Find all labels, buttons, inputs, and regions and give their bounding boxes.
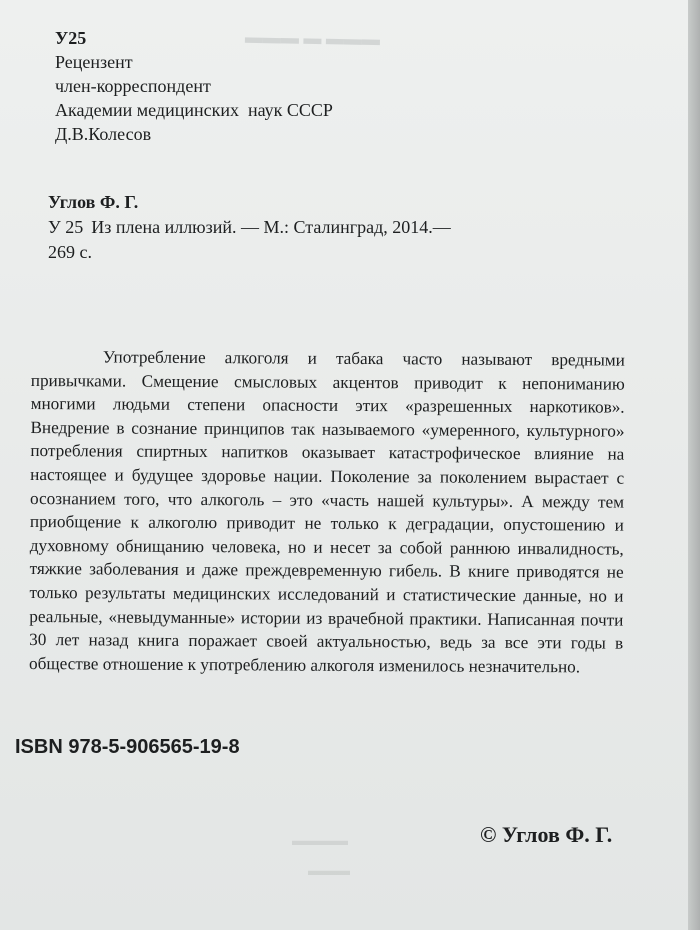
udc-code: У25 bbox=[55, 28, 87, 48]
reviewer-institution: Академии медицинских наук СССР bbox=[55, 100, 333, 120]
isbn: ISBN 978-5-906565-19-8 bbox=[15, 736, 240, 758]
bibliographic-line bbox=[48, 215, 608, 240]
reviewer-name: Д.В.Колесов bbox=[55, 124, 152, 144]
bibliographic-record bbox=[48, 190, 608, 265]
show-through-text: ▬▬▬ bbox=[308, 864, 350, 879]
copyright: © Углов Ф. Г. bbox=[480, 822, 613, 847]
bibliographic-index: У 25 bbox=[48, 217, 84, 237]
book-abstract: Употребление алкоголя и табака часто называют вредными привычками. Смещение смысловых акцентов приводит к непониманию многими людьми степени опасности этих «разрешенных наркотиков». Внедрение в сознание принципов так называемого «умеренного, культурного» потребления спиртных напитков оказывает катастрофическое влияние на настоящее и будущее здоровье нации. Поколение за поколением вырастает с осознанием того, что алкоголь – это «часть нашей культуры». А между тем приобщение к алкоголю приводит не только к деградации, опустошению и духовному обнищанию человека, но и несет за собой раннюю инвалидность, тяжкие заболевания и даже преждевременную гибель. В книге приводятся не только результаты медицинских исследований и статистические данные, но и реальные, «невыдуманные» истории из врачебной практики. Написанная почти 30 лет назад книга поражает своей актуальностью, ведь за все эти годы в обществе отношение к употреблению алкоголя изменилось незначительно. bbox=[28, 347, 625, 677]
page-count: 269 с. bbox=[48, 242, 92, 262]
show-through-text: ▬▬▬▬ bbox=[292, 834, 348, 849]
show-through-text: ▬▬▬ ▬ ▬▬▬ bbox=[244, 26, 381, 50]
reviewer-role: Рецензент bbox=[55, 52, 133, 72]
page-edge bbox=[688, 0, 700, 930]
reviewer-block bbox=[55, 26, 333, 146]
author-name: Углов Ф. Г. bbox=[48, 192, 139, 212]
bibliographic-description: Из плена иллюзий. — М.: Сталинград, 2014.— bbox=[91, 217, 451, 237]
reviewer-title: член-корреспондент bbox=[55, 76, 211, 96]
